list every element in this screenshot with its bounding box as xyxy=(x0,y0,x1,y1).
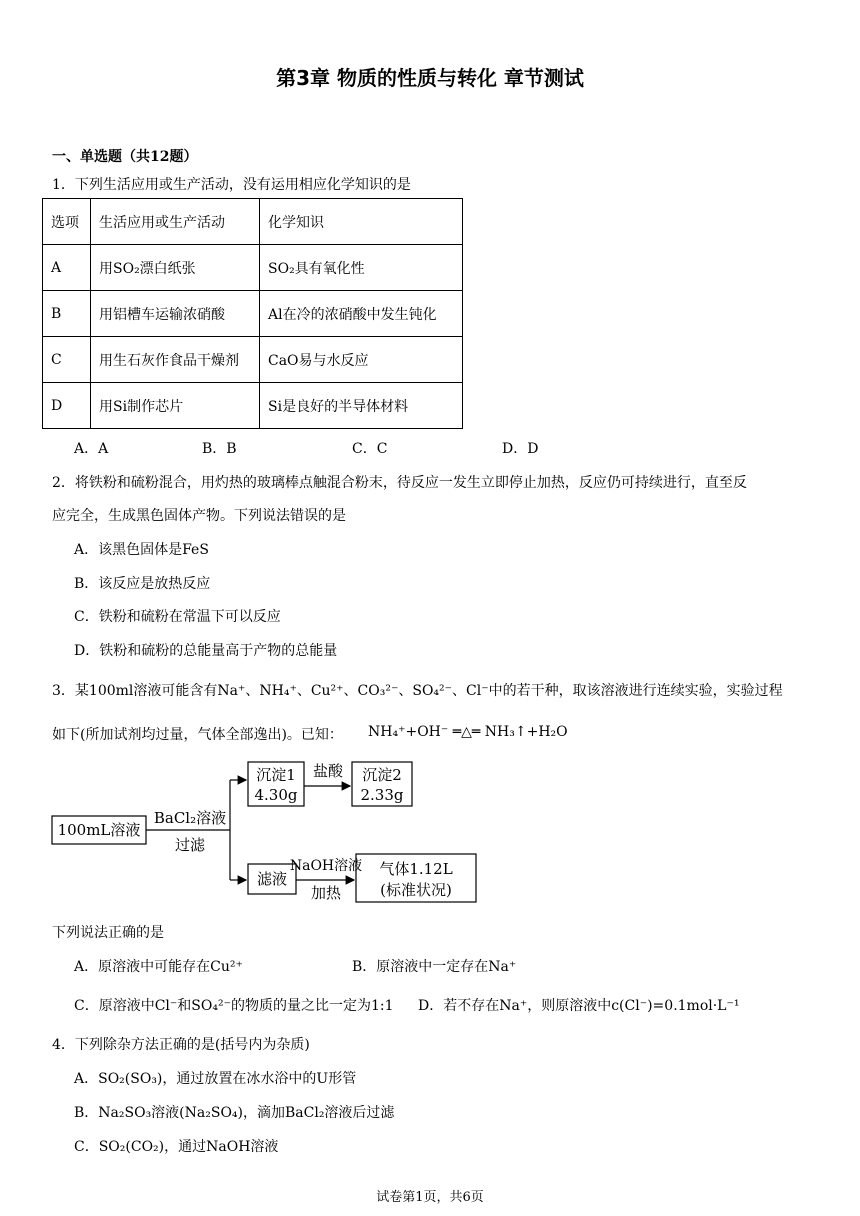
q3-stem-line2: 如下(所加试剂均过量，气体全部逸出)。已知： xyxy=(52,727,343,743)
q2-option-d: D．铁粉和硫粉的总能量高于产物的总能量 xyxy=(74,643,338,659)
q2-stem-line2: 应完全，生成黑色固体产物。下列说法错误的是 xyxy=(52,508,346,524)
table-cell: CaO易与水反应 xyxy=(260,337,463,383)
q1-option-c: C．C xyxy=(352,441,388,457)
q2-stem-line1: 2．将铁粉和硫粉混合，用灼热的玻璃棒点触混合粉末，待反应一发生立即停止加热，反应仍可持续进行，直至反 xyxy=(52,475,747,491)
q2-option-a: A．该黑色固体是FeS xyxy=(74,542,209,558)
table-cell: A xyxy=(43,245,91,291)
table-cell: C xyxy=(43,337,91,383)
q2-option-c: C．铁粉和硫粉在常温下可以反应 xyxy=(74,609,281,625)
table-cell: D xyxy=(43,383,91,429)
gas-condition: (标准状况) xyxy=(380,881,452,899)
table-cell: Al在冷的浓硝酸中发生钝化 xyxy=(260,291,463,337)
q3-option-d: D．若不存在Na⁺，则原溶液中c(Cl⁻)=0.1mol·L⁻¹ xyxy=(418,998,740,1014)
table-header: 选项 xyxy=(43,199,91,245)
table-row xyxy=(43,291,463,337)
q1-option-b: B．B xyxy=(202,441,237,457)
op3-label: 加热 xyxy=(310,884,342,902)
q3-prompt: 下列说法正确的是 xyxy=(52,925,164,941)
q3-equation: NH₄⁺+OH⁻ ═△═ NH₃↑+H₂O xyxy=(368,724,568,740)
table-header-row xyxy=(43,199,463,245)
q3-option-c: C．原溶液中Cl⁻和SO₄²⁻的物质的量之比一定为1:1 xyxy=(74,998,394,1014)
ppt1-label: 沉淀1 xyxy=(256,766,296,784)
table-header: 化学知识 xyxy=(260,199,463,245)
ppt2-mass: 2.33g xyxy=(360,786,404,804)
ppt2-label: 沉淀2 xyxy=(362,766,402,784)
table-cell: 用生石灰作食品干燥剂 xyxy=(91,337,260,383)
q4-option-a: A．SO₂(SO₃)，通过放置在冰水浴中的U形管 xyxy=(74,1071,357,1087)
start-label: 100mL溶液 xyxy=(57,821,141,839)
table-cell: B xyxy=(43,291,91,337)
table-cell: Si是良好的半导体材料 xyxy=(260,383,463,429)
q4-option-c: C．SO₂(CO₂)，通过NaOH溶液 xyxy=(74,1139,279,1155)
table-cell: SO₂具有氧化性 xyxy=(260,245,463,291)
q1-stem: 1．下列生活应用或生产活动，没有运用相应化学知识的是 xyxy=(52,177,411,193)
page-footer: 试卷第1页，共6页 xyxy=(376,1190,484,1205)
q3-option-b: B．原溶液中一定存在Na⁺ xyxy=(352,959,517,975)
q2-option-b: B．该反应是放热反应 xyxy=(74,576,211,592)
experiment-flow-diagram xyxy=(50,758,490,908)
table-cell: 用SO₂漂白纸张 xyxy=(91,245,260,291)
reagent1-label: BaCl₂溶液 xyxy=(153,809,227,827)
filtrate-label: 滤液 xyxy=(256,870,288,888)
reagent3-label: NaOH溶液 xyxy=(289,858,363,874)
page-title: 第3章 物质的性质与转化 章节测试 xyxy=(276,66,584,90)
q3-stem-line1: 3．某100ml溶液可能含有Na⁺、NH₄⁺、Cu²⁺、CO₃²⁻、SO₄²⁻、Cl⁻中的若干种，取该溶液进行连续实验，实验过程 xyxy=(52,683,783,699)
q1-table xyxy=(42,198,463,429)
q1-option-d: D．D xyxy=(502,441,539,457)
gas-volume: 气体1.12L xyxy=(379,860,453,878)
q1-option-a: A．A xyxy=(74,441,109,457)
table-header: 生活应用或生产活动 xyxy=(91,199,260,245)
q4-stem: 4．下列除杂方法正确的是(括号内为杂质) xyxy=(52,1037,310,1053)
table-cell: 用Si制作芯片 xyxy=(91,383,260,429)
reagent2-label: 盐酸 xyxy=(312,762,344,780)
q3-option-a: A．原溶液中可能存在Cu²⁺ xyxy=(74,959,243,975)
op1-label: 过滤 xyxy=(174,836,206,854)
section-heading: 一、单选题（共12题） xyxy=(52,149,198,165)
table-cell: 用铝槽车运输浓硝酸 xyxy=(91,291,260,337)
table-row xyxy=(43,383,463,429)
q4-option-b: B．Na₂SO₃溶液(Na₂SO₄)，滴加BaCl₂溶液后过滤 xyxy=(74,1105,395,1121)
table-row xyxy=(43,337,463,383)
table-row xyxy=(43,245,463,291)
ppt1-mass: 4.30g xyxy=(254,786,298,804)
